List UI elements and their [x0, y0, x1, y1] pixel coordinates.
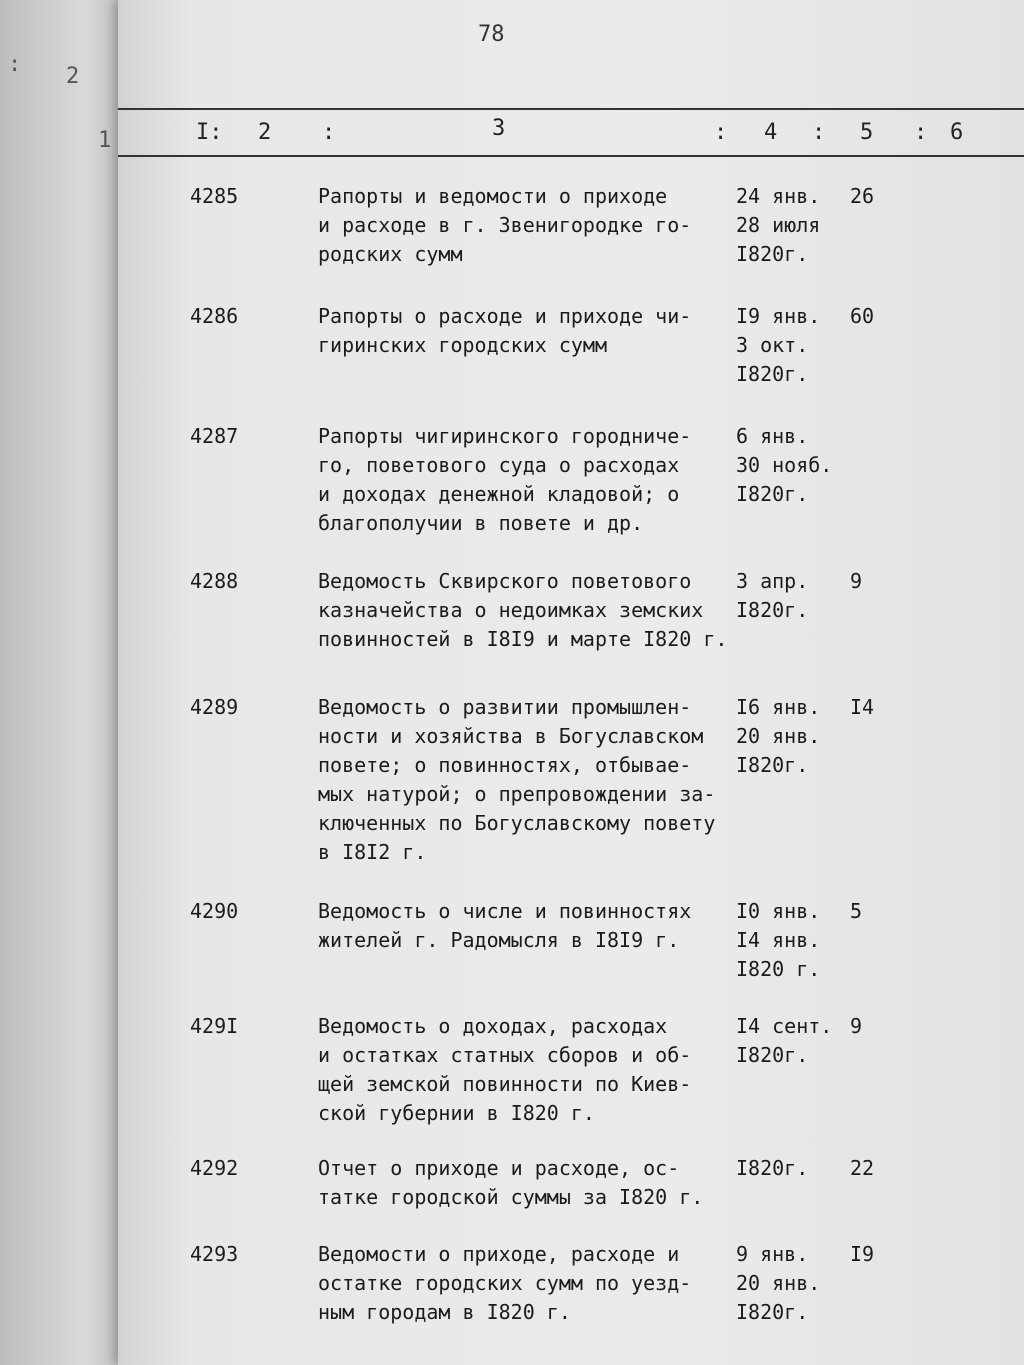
- column-header-3: 3: [492, 116, 506, 141]
- description-line: и остатках статных сборов и об-: [318, 1043, 692, 1067]
- header-bottom-rule: [118, 155, 1024, 157]
- entry-number: 4287: [190, 424, 239, 448]
- description-line: ности и хозяйства в Богуславском: [318, 724, 704, 748]
- entry-description: [318, 1154, 738, 1212]
- entry-description: [318, 1240, 738, 1327]
- left-page-fragment: 2: [66, 64, 80, 89]
- description-line: Рапорты чигиринского городниче-: [318, 424, 692, 448]
- date-line: I820г.: [736, 1156, 809, 1180]
- document-page: [118, 0, 1024, 1365]
- entry-sheet-count: 26: [850, 184, 875, 208]
- entry-number: 429I: [190, 1014, 239, 1038]
- entry-description: [318, 302, 738, 360]
- description-line: повинностей в I8I9 и марте I820 г.: [318, 627, 728, 651]
- entry-number: 4290: [190, 899, 239, 923]
- date-line: I820г.: [736, 242, 809, 266]
- entry-sheet-count: 60: [850, 304, 875, 328]
- entry-dates: [736, 1154, 808, 1183]
- entry-dates: [736, 182, 820, 269]
- description-line: Ведомость о развитии промышлен-: [318, 695, 692, 719]
- date-line: I820г.: [736, 1300, 809, 1324]
- date-line: 3 апр.: [736, 569, 809, 593]
- description-line: родских сумм: [318, 242, 463, 266]
- date-line: 20 янв.: [736, 1271, 821, 1295]
- description-line: ным городам в I820 г.: [318, 1300, 571, 1324]
- date-line: I820г.: [736, 362, 809, 386]
- left-page-fragment: 1: [98, 128, 112, 153]
- description-line: татке городской суммы за I820 г.: [318, 1185, 704, 1209]
- entry-sheet-count: 22: [850, 1156, 875, 1180]
- description-line: и расходе в г. Звенигородке го-: [318, 213, 692, 237]
- description-line: Рапорты о расходе и приходе чи-: [318, 304, 692, 328]
- entry-dates: [736, 422, 832, 509]
- entry-number: 4289: [190, 695, 239, 719]
- date-line: I820 г.: [736, 957, 821, 981]
- description-line: Рапорты и ведомости о приходе: [318, 184, 668, 208]
- column-separator: :: [714, 120, 728, 145]
- date-line: 20 янв.: [736, 724, 821, 748]
- description-line: ской губернии в I820 г.: [318, 1101, 595, 1125]
- date-line: 28 июля: [736, 213, 821, 237]
- entry-sheet-count: 9: [850, 569, 863, 593]
- entry-dates: [736, 897, 820, 984]
- column-separator: :: [914, 120, 928, 145]
- entry-number: 4293: [190, 1242, 239, 1266]
- date-line: I6 янв.: [736, 695, 821, 719]
- column-header-2: 2: [258, 120, 272, 145]
- entry-number: 4288: [190, 569, 239, 593]
- description-line: казначейства о недоимках земских: [318, 598, 704, 622]
- left-page-edge: [0, 0, 120, 1365]
- column-separator: :: [812, 120, 826, 145]
- description-line: Ведомости о приходе, расходе и: [318, 1242, 680, 1266]
- description-line: остатке городских сумм по уезд-: [318, 1271, 692, 1295]
- entry-sheet-count: I4: [850, 695, 875, 719]
- date-line: 6 янв.: [736, 424, 809, 448]
- entry-sheet-count: 5: [850, 899, 863, 923]
- column-header-1: I:: [196, 120, 223, 145]
- description-line: щей земской повинности по Киев-: [318, 1072, 692, 1096]
- date-line: I9 янв.: [736, 304, 821, 328]
- header-top-rule: [118, 108, 1024, 110]
- description-line: Ведомость о числе и повинностях: [318, 899, 692, 923]
- entry-description: [318, 897, 738, 955]
- column-header-5: 5: [860, 120, 874, 145]
- description-line: и доходах денежной кладовой; о: [318, 482, 680, 506]
- entry-description: [318, 567, 738, 654]
- entry-number: 4286: [190, 304, 239, 328]
- entry-dates: [736, 1012, 832, 1070]
- description-line: благополучии в повете и др.: [318, 511, 644, 535]
- description-line: Ведомость Сквирского поветового: [318, 569, 692, 593]
- entry-sheet-count: 9: [850, 1014, 863, 1038]
- page-number: 78: [478, 22, 505, 47]
- date-line: 3 окт.: [736, 333, 809, 357]
- entry-dates: [736, 302, 820, 389]
- date-line: I0 янв.: [736, 899, 821, 923]
- description-line: жителей г. Радомысля в I8I9 г.: [318, 928, 680, 952]
- date-line: 9 янв.: [736, 1242, 809, 1266]
- entry-number: 4285: [190, 184, 239, 208]
- column-separator: :: [322, 120, 336, 145]
- description-line: Отчет о приходе и расходе, ос-: [318, 1156, 680, 1180]
- entry-dates: [736, 567, 808, 625]
- date-line: I820г.: [736, 598, 809, 622]
- date-line: 30 нояб.: [736, 453, 833, 477]
- description-line: гиринских городских сумм: [318, 333, 607, 357]
- entry-dates: [736, 1240, 820, 1327]
- date-line: I820г.: [736, 753, 809, 777]
- date-line: 24 янв.: [736, 184, 821, 208]
- description-line: в I8I2 г.: [318, 840, 427, 864]
- entry-dates: [736, 693, 820, 780]
- date-line: I820г.: [736, 482, 809, 506]
- left-page-fragment: :: [8, 52, 22, 77]
- description-line: го, поветового суда о расходах: [318, 453, 680, 477]
- description-line: Ведомость о доходах, расходах: [318, 1014, 668, 1038]
- entry-description: [318, 693, 738, 867]
- description-line: ключенных по Богуславскому повету: [318, 811, 716, 835]
- date-line: I4 сент.: [736, 1014, 833, 1038]
- date-line: I820г.: [736, 1043, 809, 1067]
- description-line: повете; о повинностях, отбывае-: [318, 753, 692, 777]
- entry-description: [318, 1012, 738, 1128]
- column-header-6: 6: [950, 120, 964, 145]
- entry-number: 4292: [190, 1156, 239, 1180]
- description-line: мых натурой; о препровождении за-: [318, 782, 716, 806]
- entry-description: [318, 182, 738, 269]
- entry-description: [318, 422, 738, 538]
- date-line: I4 янв.: [736, 928, 821, 952]
- column-header-4: 4: [764, 120, 778, 145]
- entry-sheet-count: I9: [850, 1242, 875, 1266]
